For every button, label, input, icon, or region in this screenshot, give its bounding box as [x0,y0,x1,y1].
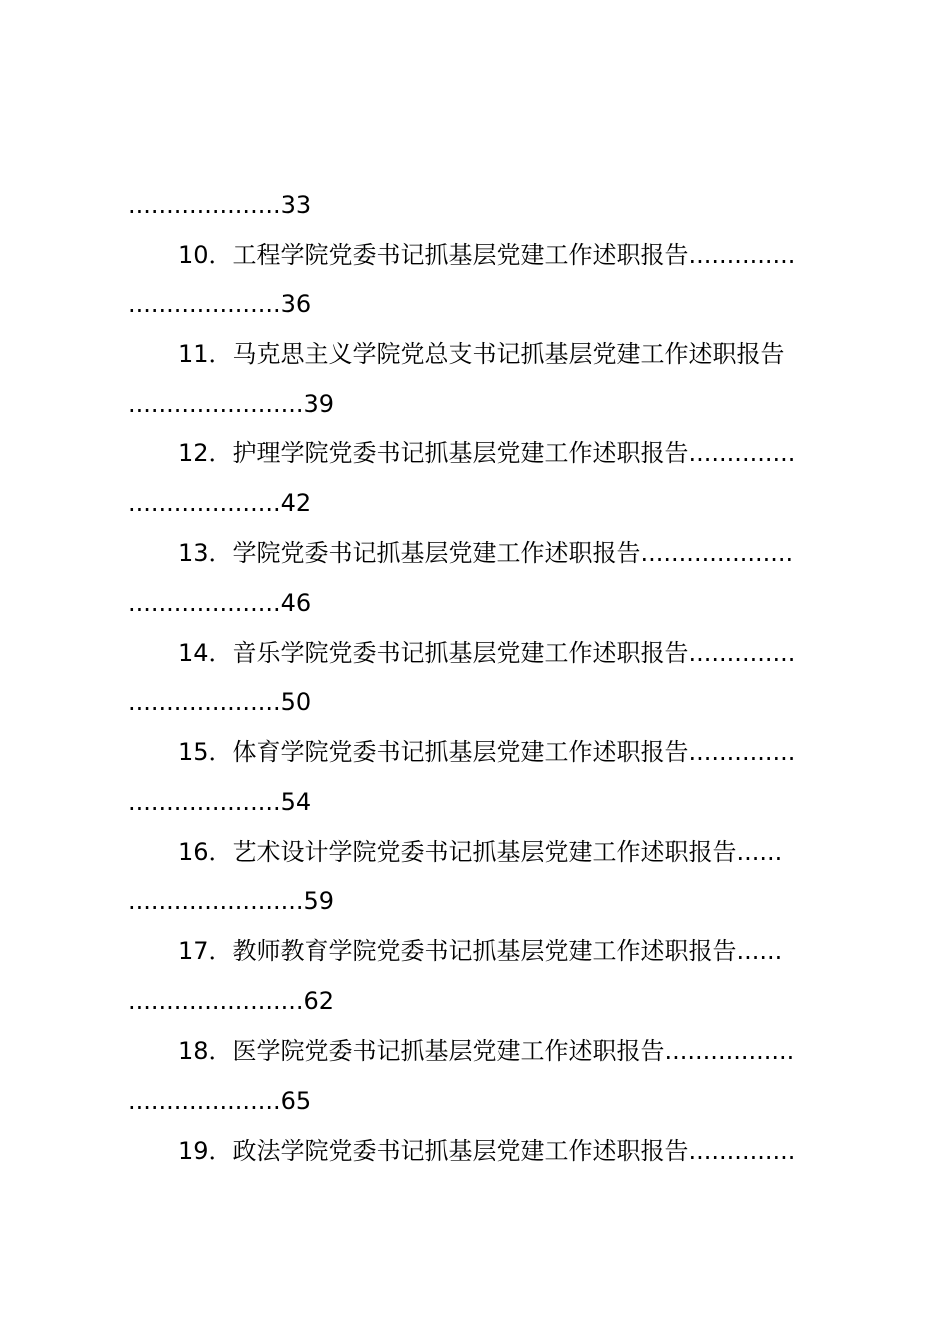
toc-entry-17[interactable]: 17．教师教育学院党委书记抓基层党建工作述职报告...... [178,937,783,965]
toc-line: ....................65 [128,1087,312,1115]
toc-line: ....................54 [128,788,312,816]
toc-entry-14[interactable]: 14．音乐学院党委书记抓基层党建工作述职报告.............. [178,639,796,667]
toc-line: ....................50 [128,688,312,716]
toc-entry-13[interactable]: 13．学院党委书记抓基层党建工作述职报告.................... [178,539,794,567]
toc-line: .......................39 [128,390,335,418]
toc-entry-15[interactable]: 15．体育学院党委书记抓基层党建工作述职报告.............. [178,738,796,766]
toc-entry-10[interactable]: 10．工程学院党委书记抓基层党建工作述职报告.............. [178,241,796,269]
toc-line: ....................46 [128,589,312,617]
toc-line: .......................62 [128,987,335,1015]
toc-entry-11[interactable]: 11．马克思主义学院党总支书记抓基层党建工作述职报告 [178,340,785,368]
toc-line: .......................59 [128,887,335,915]
toc-line: ....................42 [128,489,312,517]
toc-entry-16[interactable]: 16．艺术设计学院党委书记抓基层党建工作述职报告...... [178,838,783,866]
toc-line: ....................36 [128,290,312,318]
toc-entry-12[interactable]: 12．护理学院党委书记抓基层党建工作述职报告.............. [178,439,796,467]
toc-line: ....................33 [128,191,312,219]
toc-entry-19[interactable]: 19．政法学院党委书记抓基层党建工作述职报告.............. [178,1137,796,1165]
toc-entry-18[interactable]: 18．医学院党委书记抓基层党建工作述职报告................. [178,1037,795,1065]
